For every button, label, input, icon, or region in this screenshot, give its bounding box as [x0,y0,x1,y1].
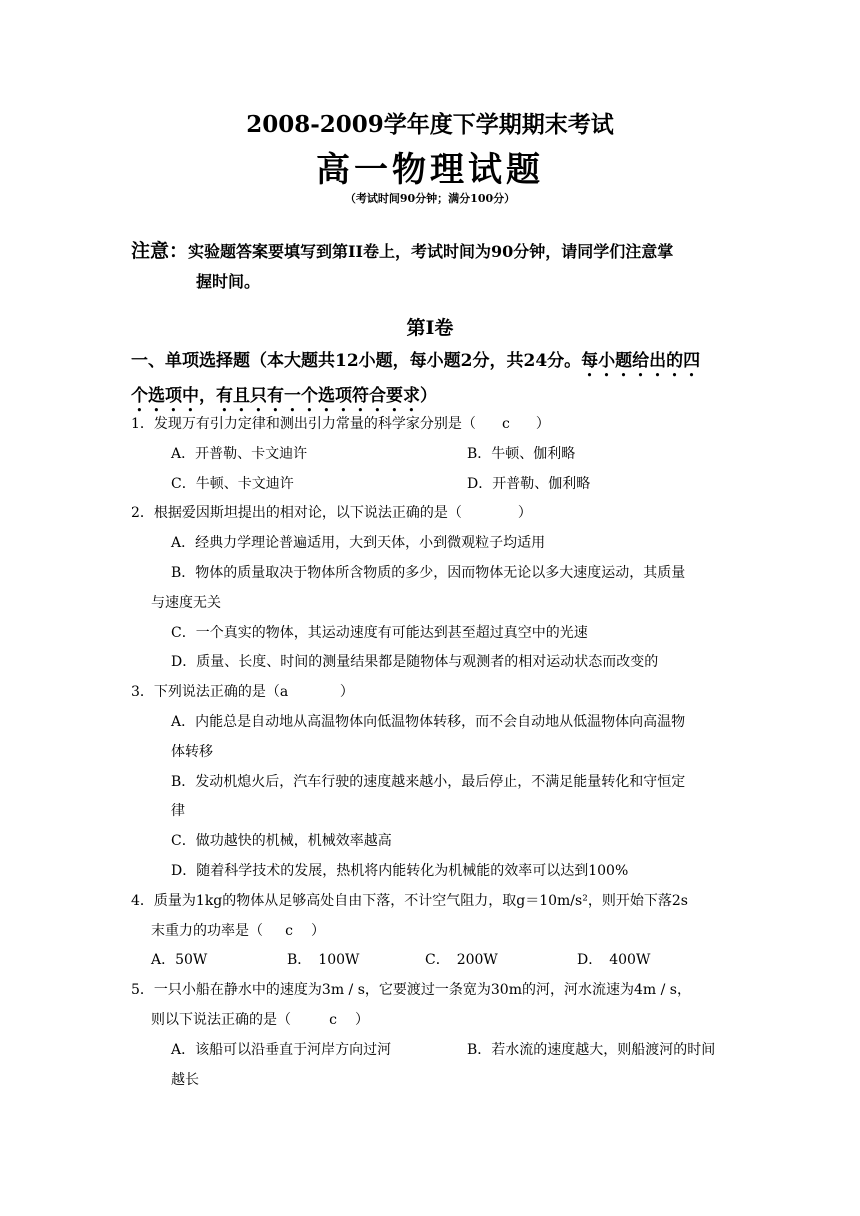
question-3-option-c: C．做功越快的机械，机械效率越高 [171,833,392,850]
exam-title: 2008-2009学年度下学期期末考试 [246,111,614,138]
notice-label: 注意： [131,240,189,262]
question-5-stem: 5．一只小船在静水中的速度为3m / s，它要渡过一条宽为30m的河，河水流速为4m / s， [131,982,691,999]
question-2-option-c: C．一个真实的物体，其运动速度有可能达到甚至超过真空中的光速 [171,624,588,641]
question-1-option-a: A．开普勒、卡文迪许 [171,445,308,462]
question-2-option-b: B．物体的质量取决于物体所含物质的多少，因而物体无论以多大速度运动，其质量 [171,564,686,581]
question-1-options-row1 [131,440,741,470]
question-3-option-b: B．发动机熄火后，汽车行驶的速度越来越小，最后停止，不满足能量转化和守恒定 [171,773,686,790]
section-heading-emphasis: 每小题给出的四 [581,351,701,371]
question-1-option-c: C．牛顿、卡文迪许 [171,475,294,492]
question-list [131,410,741,1095]
question-2-option-b-cont: 与速度无关 [151,594,221,611]
question-5-options-row1 [131,1036,741,1066]
question-4-options [131,946,741,976]
question-4-stem-cont: 末重力的功率是（ c ） [131,917,741,947]
question-3-option-a: A．内能总是自动地从高温物体向低温物体转移，而不会自动地从低温物体向高温物 [171,713,686,730]
part-one-title: 第I卷 [406,317,454,339]
section-heading-close: ） [420,386,437,406]
question-4-option-d: D． 400W [577,952,651,969]
question-1-stem: 1．发现万有引力定律和测出引力常量的科学家分别是（ c ） [131,410,741,440]
section-heading-emphasis-2: 个选项中，有且只有一个选项符合要求 [131,386,420,406]
question-4-option-b: B． 100W [287,952,360,969]
question-4-option-c: C． 200W [425,952,498,969]
question-3-stem: 3．下列说法正确的是（a ） [131,678,741,708]
question-5-option-a: A．该船可以沿垂直于河岸方向过河 [171,1041,392,1058]
question-3-option-a-cont: 体转移 [171,743,213,760]
question-2-option-d: D．质量、长度、时间的测量结果都是随物体与观测者的相对运动状态而改变的 [171,654,659,671]
question-1-answer: c [501,416,510,432]
notice-block [131,236,741,297]
question-4-stem: 4．质量为1kg的物体从足够高处自由下落，不计空气阻力，取g＝10m/s²，则开始下落2s [131,892,688,909]
subject-title: 高一物理试题 [316,150,544,190]
question-1-options-row2 [131,470,741,500]
question-5-option-a-cont: 越长 [171,1071,199,1088]
question-4-option-a: A．50W [151,952,208,969]
question-3-option-b-cont: 律 [171,803,185,820]
question-1-option-d: D．开普勒、伽利略 [467,475,591,492]
section-heading [131,346,741,416]
section-heading-plain: 一、单项选择题（本大题共12小题，每小题2分，共24分。 [131,351,582,371]
question-4-answer: c [285,922,293,939]
question-5-option-b: B．若水流的速度越大，则船渡河的时间 [467,1041,716,1058]
question-2-option-a: A．经典力学理论普遍适用，大到天体，小到微观粒子均适用 [171,535,546,552]
question-3-option-d: D．随着科学技术的发展，热机将内能转化为机械能的效率可以达到100% [171,862,629,879]
question-2-stem: 2．根据爱因斯坦提出的相对论，以下说法正确的是（ ） [131,505,532,522]
notice-text-line2: 握时间。 [196,272,261,291]
question-1-option-b: B．牛顿、伽利略 [467,445,576,462]
notice-text-line1: 实验题答案要填写到第II卷上，考试时间为90分钟，请同学们注意掌 [188,242,674,261]
exam-duration-note: （考试时间90分钟；满分100分） [344,192,516,205]
question-5-answer: c [329,1011,337,1028]
question-5-stem-cont: 则以下说法正确的是（ c ） [131,1006,741,1036]
question-3-answer: a [279,684,289,701]
